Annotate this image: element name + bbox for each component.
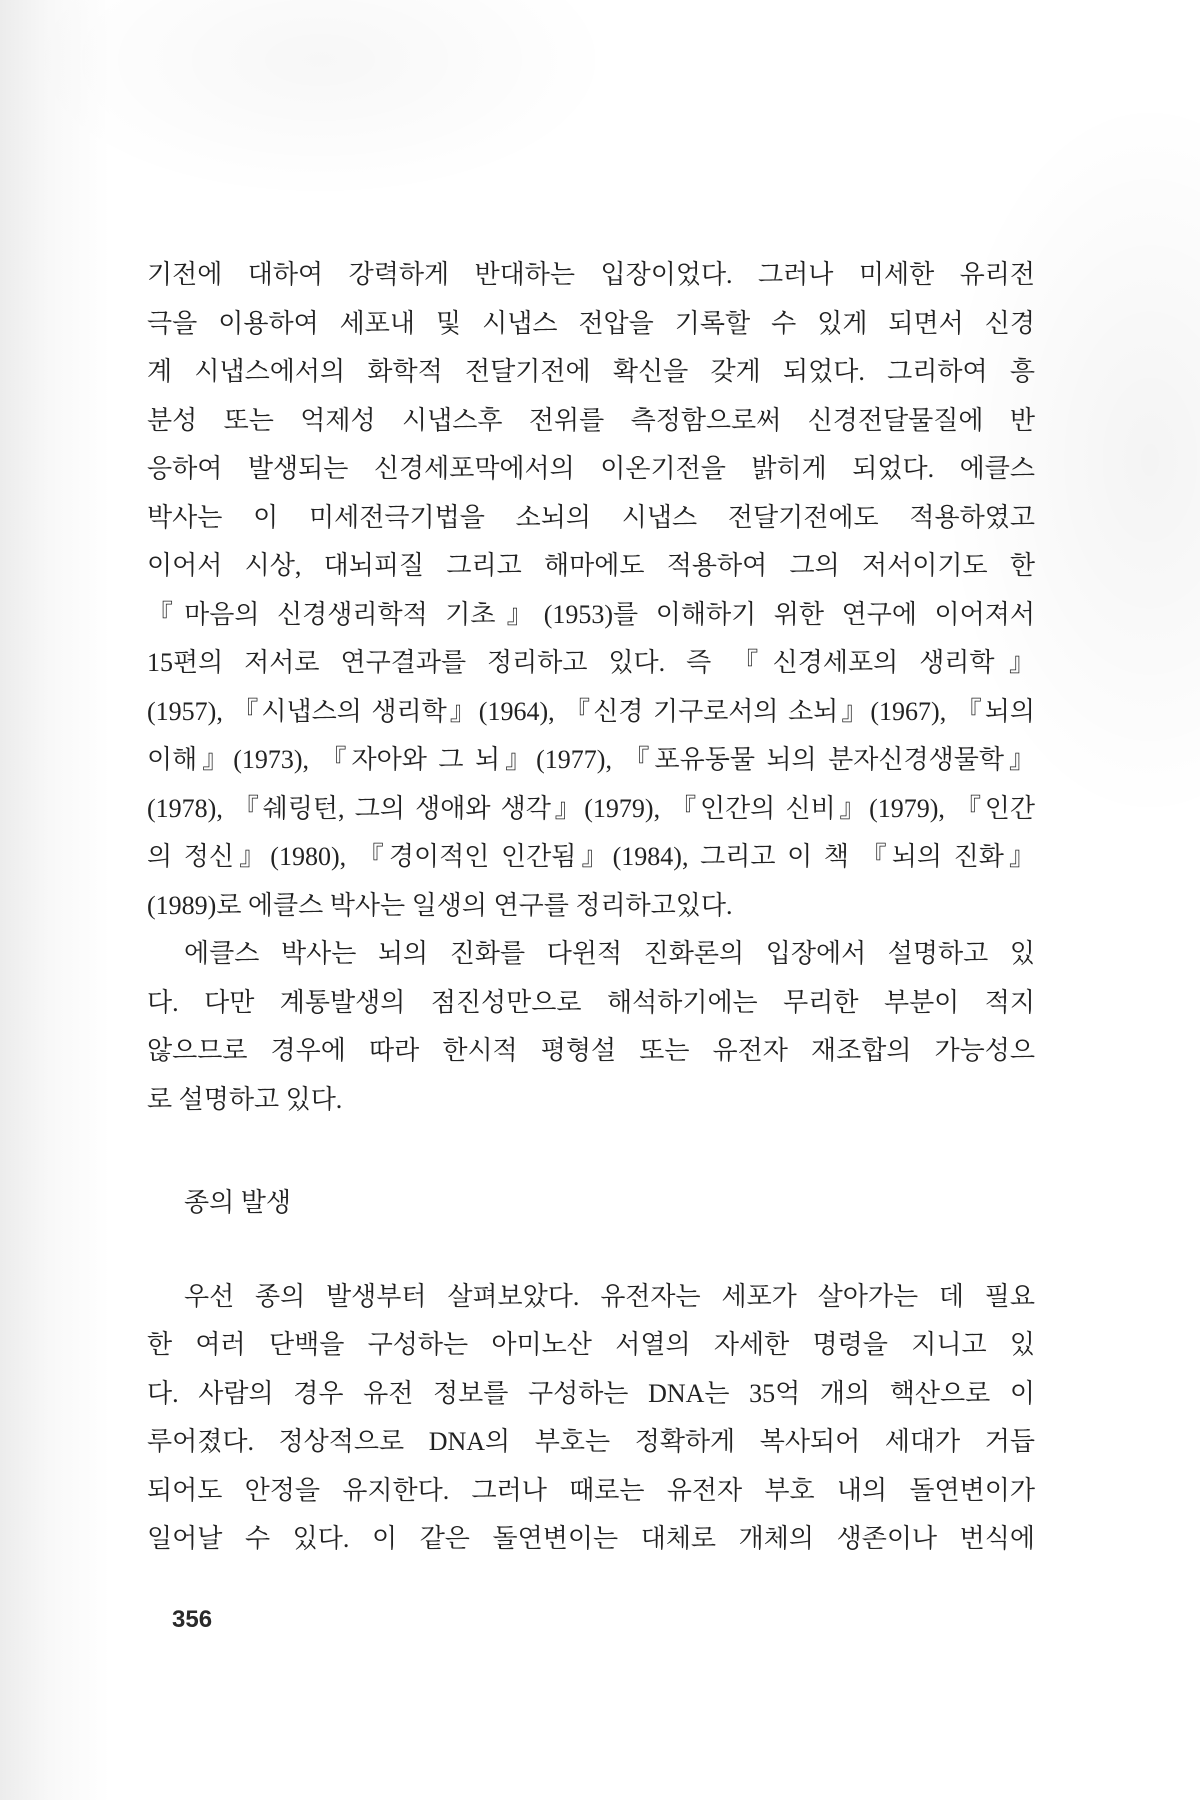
text-line: 15편의 저서로 연구결과를 정리하고 있다. 즉 『신경세포의 생리학』 xyxy=(147,648,1035,677)
body-text xyxy=(147,251,1035,1564)
text-line: 계 시냅스에서의 화학적 전달기전에 확신을 갖게 되었다. 그리하여 흥 xyxy=(147,357,1035,386)
text-line: 이어서 시상, 대뇌피질 그리고 해마에도 적용하여 그의 저서이기도 한 xyxy=(147,551,1035,580)
text-line: 루어졌다. 정상적으로 DNA의 부호는 정확하게 복사되어 세대가 거듭 xyxy=(147,1427,1035,1456)
text-line: 다. 다만 계통발생의 점진성만으로 해석하기에는 무리한 부분이 적지 xyxy=(147,987,1035,1017)
text-line: (1957), 『시냅스의 생리학』(1964), 『신경 기구로서의 소뇌』(1967), 『뇌의 xyxy=(147,696,1035,726)
paragraph xyxy=(147,1273,1035,1564)
section-heading: 종의 발생 xyxy=(184,1188,291,1217)
paragraph xyxy=(147,930,1035,1124)
text-line: 응하여 발생되는 신경세포막에서의 이온기전을 밝히게 되었다. 에클스 xyxy=(147,454,1035,483)
text-line: 극을 이용하여 세포내 및 시냅스 전압을 기록할 수 있게 되면서 신경 xyxy=(147,308,1035,338)
text-line: 『마음의 신경생리학적 기초』(1953)를 이해하기 위한 연구에 이어져서 xyxy=(147,599,1035,629)
page-number: 356 xyxy=(172,1606,213,1633)
text-line: 이해』(1973), 『자아와 그 뇌』(1977), 『포유동물 뇌의 분자신경생물학』 xyxy=(147,745,1035,774)
text-line: (1978), 『쉐링턴, 그의 생애와 생각』(1979), 『인간의 신비』(1979), 『인간 xyxy=(147,793,1035,823)
text-line: 박사는 이 미세전극기법을 소뇌의 시냅스 전달기전에도 적용하였고 xyxy=(147,502,1035,532)
text-line: 로 설명하고 있다. xyxy=(147,1084,343,1114)
text-line: 한 여러 단백을 구성하는 아미노산 서열의 자세한 명령을 지니고 있 xyxy=(147,1330,1035,1359)
text-line: 다. 사람의 경우 유전 정보를 구성하는 DNA는 35억 개의 핵산으로 이 xyxy=(147,1378,1035,1408)
paragraph xyxy=(147,251,1035,930)
text-line: 되어도 안정을 유지한다. 그러나 때로는 유전자 부호 내의 돌연변이가 xyxy=(147,1475,1035,1505)
text-line: 기전에 대하여 강력하게 반대하는 입장이었다. 그러나 미세한 유리전 xyxy=(147,260,1035,289)
text-line: 분성 또는 억제성 시냅스후 전위를 측정함으로써 신경전달물질에 반 xyxy=(147,405,1035,435)
text-line: 에클스 박사는 뇌의 진화를 다윈적 진화론의 입장에서 설명하고 있 xyxy=(184,939,1035,968)
text-line: 일어날 수 있다. 이 같은 돌연변이는 대체로 개체의 생존이나 번식에 xyxy=(147,1524,1035,1553)
text-line: 우선 종의 발생부터 살펴보았다. 유전자는 세포가 살아가는 데 필요 xyxy=(184,1281,1035,1311)
text-line: 의 정신』(1980), 『경이적인 인간됨』(1984), 그리고 이 책 『뇌의 진화』 xyxy=(147,842,1035,871)
text-line: (1989)로 에클스 박사는 일생의 연구를 정리하고있다. xyxy=(147,890,733,920)
text-line: 않으므로 경우에 따라 한시적 평형설 또는 유전자 재조합의 가능성으 xyxy=(147,1036,1035,1065)
